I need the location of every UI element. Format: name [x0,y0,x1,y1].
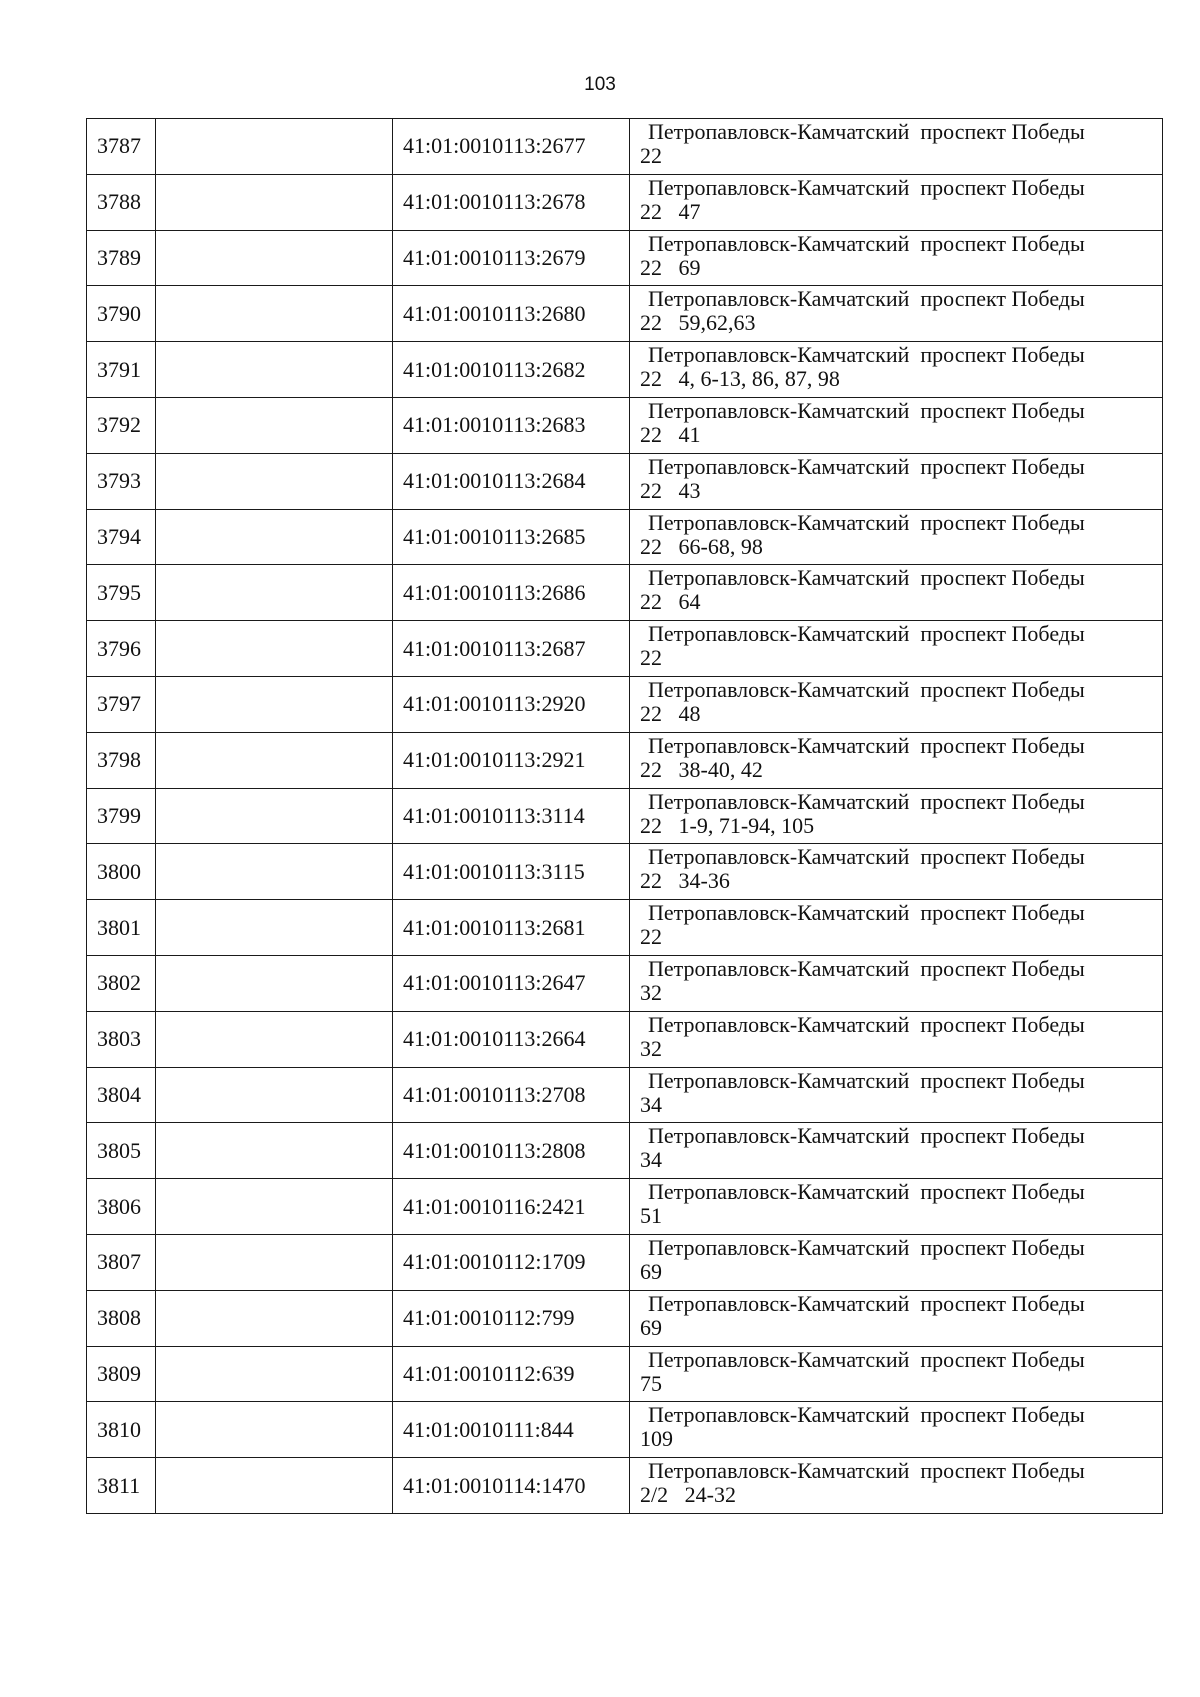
row-number: 3806 [87,1179,156,1235]
address-cell [630,1346,1163,1402]
table-row [87,453,1163,509]
address-line-2: 22 4, 6-13, 86, 87, 98 [640,366,840,392]
address-cell [630,621,1163,677]
address-line-1: Петропавловск-Камчатский проспект Победы [648,1290,1085,1316]
row-number: 3808 [87,1290,156,1346]
address-line-2: 22 64 [640,589,701,615]
address-line-1: Петропавловск-Камчатский проспект Победы [648,788,1085,814]
row-empty-cell [156,676,393,732]
cadastral-number: 41:01:0010113:2680 [393,286,630,342]
row-number: 3791 [87,342,156,398]
cadastral-number: 41:01:0010112:1709 [393,1234,630,1290]
address-cell [630,174,1163,230]
registry-table-body [87,119,1163,1514]
registry-table [86,118,1163,1514]
address-cell [630,1458,1163,1514]
address-line-1: Петропавловск-Камчатский проспект Победы [648,342,1085,368]
row-empty-cell [156,1123,393,1179]
cadastral-number: 41:01:0010113:2686 [393,565,630,621]
address-line-1: Петропавловск-Камчатский проспект Победы [648,119,1085,144]
row-number: 3800 [87,844,156,900]
address-cell [630,1234,1163,1290]
cadastral-number: 41:01:0010113:3114 [393,788,630,844]
table-row [87,732,1163,788]
row-empty-cell [156,1179,393,1235]
row-empty-cell [156,732,393,788]
address-cell [630,732,1163,788]
row-empty-cell [156,1067,393,1123]
table-row [87,509,1163,565]
address-line-1: Петропавловск-Камчатский проспект Победы [648,1346,1085,1372]
row-number: 3799 [87,788,156,844]
row-number: 3787 [87,119,156,175]
address-line-1: Петропавловск-Камчатский проспект Победы [648,509,1085,535]
row-number: 3804 [87,1067,156,1123]
table-row [87,1234,1163,1290]
address-line-2: 22 66-68, 98 [640,533,763,559]
row-empty-cell [156,844,393,900]
address-line-1: Петропавловск-Камчатский проспект Победы [648,1179,1085,1205]
cadastral-number: 41:01:0010112:639 [393,1346,630,1402]
address-line-1: Петропавловск-Камчатский проспект Победы [648,286,1085,312]
cadastral-number: 41:01:0010112:799 [393,1290,630,1346]
table-row [87,565,1163,621]
table-row [87,1346,1163,1402]
row-number: 3788 [87,174,156,230]
row-empty-cell [156,342,393,398]
address-line-2: 22 38-40, 42 [640,756,763,782]
cadastral-number: 41:01:0010113:2678 [393,174,630,230]
row-number: 3807 [87,1234,156,1290]
cadastral-number: 41:01:0010113:2681 [393,900,630,956]
address-cell [630,230,1163,286]
row-number: 3792 [87,397,156,453]
row-empty-cell [156,955,393,1011]
address-line-2: 109 [640,1426,673,1452]
address-cell [630,676,1163,732]
cadastral-number: 41:01:0010113:2687 [393,621,630,677]
row-number: 3811 [87,1458,156,1514]
address-cell [630,1179,1163,1235]
address-line-1: Петропавловск-Камчатский проспект Победы [648,1458,1085,1484]
cadastral-number: 41:01:0010113:2921 [393,732,630,788]
address-cell [630,844,1163,900]
cadastral-number: 41:01:0010113:2679 [393,230,630,286]
address-cell [630,1402,1163,1458]
table-row [87,844,1163,900]
cadastral-number: 41:01:0010113:2920 [393,676,630,732]
address-line-1: Петропавловск-Камчатский проспект Победы [648,955,1085,981]
row-number: 3798 [87,732,156,788]
table-row [87,621,1163,677]
row-number: 3802 [87,955,156,1011]
address-line-2: 2/2 24-32 [640,1482,736,1508]
address-cell [630,119,1163,175]
row-empty-cell [156,453,393,509]
cadastral-number: 41:01:0010113:2808 [393,1123,630,1179]
table-row [87,1179,1163,1235]
address-line-2: 75 [640,1370,662,1396]
address-line-2: 22 [640,645,662,671]
row-empty-cell [156,230,393,286]
cadastral-number: 41:01:0010113:2682 [393,342,630,398]
address-line-2: 22 [640,143,662,168]
table-row [87,676,1163,732]
address-line-1: Петропавловск-Камчатский проспект Победы [648,621,1085,647]
row-number: 3790 [87,286,156,342]
address-line-2: 22 48 [640,700,701,726]
address-cell [630,1011,1163,1067]
address-cell [630,565,1163,621]
row-number: 3809 [87,1346,156,1402]
row-empty-cell [156,1234,393,1290]
table-row [87,1458,1163,1514]
address-line-1: Петропавловск-Камчатский проспект Победы [648,1011,1085,1037]
address-cell [630,286,1163,342]
cadastral-number: 41:01:0010116:2421 [393,1179,630,1235]
address-line-1: Петропавловск-Камчатский проспект Победы [648,230,1085,256]
table-row [87,900,1163,956]
table-row [87,1402,1163,1458]
table-row [87,230,1163,286]
address-line-2: 22 41 [640,421,701,447]
row-empty-cell [156,119,393,175]
row-empty-cell [156,565,393,621]
address-line-2: 22 59,62,63 [640,310,756,336]
address-line-2: 22 34-36 [640,868,730,894]
address-line-1: Петропавловск-Камчатский проспект Победы [648,732,1085,758]
cadastral-number: 41:01:0010113:2684 [393,453,630,509]
cadastral-number: 41:01:0010111:844 [393,1402,630,1458]
table-row [87,955,1163,1011]
cadastral-number: 41:01:0010113:2664 [393,1011,630,1067]
table-row [87,1067,1163,1123]
cadastral-number: 41:01:0010113:2677 [393,119,630,175]
address-cell [630,453,1163,509]
row-empty-cell [156,1290,393,1346]
address-line-2: 32 [640,1035,662,1061]
address-line-1: Петропавловск-Камчатский проспект Победы [648,900,1085,926]
cadastral-number: 41:01:0010113:2647 [393,955,630,1011]
row-empty-cell [156,174,393,230]
row-number: 3805 [87,1123,156,1179]
address-line-2: 22 47 [640,198,701,224]
row-number: 3793 [87,453,156,509]
address-line-1: Петропавловск-Камчатский проспект Победы [648,453,1085,479]
address-line-1: Петропавловск-Камчатский проспект Победы [648,1402,1085,1428]
address-line-1: Петропавловск-Камчатский проспект Победы [648,1234,1085,1260]
table-row [87,1290,1163,1346]
address-line-2: 51 [640,1203,662,1229]
table-row [87,397,1163,453]
table-row [87,342,1163,398]
row-number: 3803 [87,1011,156,1067]
cadastral-number: 41:01:0010113:3115 [393,844,630,900]
address-line-1: Петропавловск-Камчатский проспект Победы [648,676,1085,702]
row-empty-cell [156,397,393,453]
row-empty-cell [156,509,393,565]
cadastral-number: 41:01:0010113:2685 [393,509,630,565]
row-empty-cell [156,900,393,956]
table-row [87,1011,1163,1067]
address-cell [630,1067,1163,1123]
address-line-2: 34 [640,1091,662,1117]
row-number: 3801 [87,900,156,956]
row-empty-cell [156,1346,393,1402]
row-number: 3796 [87,621,156,677]
row-empty-cell [156,1458,393,1514]
row-empty-cell [156,286,393,342]
address-cell [630,342,1163,398]
address-cell [630,900,1163,956]
table-row [87,286,1163,342]
address-line-2: 34 [640,1147,662,1173]
cadastral-number: 41:01:0010113:2708 [393,1067,630,1123]
address-line-1: Петропавловск-Камчатский проспект Победы [648,844,1085,870]
row-number: 3810 [87,1402,156,1458]
cadastral-number: 41:01:0010114:1470 [393,1458,630,1514]
address-cell [630,788,1163,844]
page-number: 103 [584,74,616,95]
address-line-1: Петропавловск-Камчатский проспект Победы [648,565,1085,591]
table-row [87,1123,1163,1179]
row-number: 3795 [87,565,156,621]
table-row [87,788,1163,844]
table-row [87,174,1163,230]
address-line-2: 22 69 [640,254,701,280]
row-number: 3794 [87,509,156,565]
row-empty-cell [156,1011,393,1067]
row-empty-cell [156,621,393,677]
row-empty-cell [156,1402,393,1458]
address-cell [630,1290,1163,1346]
table-row [87,119,1163,175]
address-line-2: 69 [640,1258,662,1284]
address-line-1: Петропавловск-Камчатский проспект Победы [648,1067,1085,1093]
address-cell [630,955,1163,1011]
cadastral-number: 41:01:0010113:2683 [393,397,630,453]
address-cell [630,509,1163,565]
row-number: 3797 [87,676,156,732]
row-number: 3789 [87,230,156,286]
address-line-2: 22 43 [640,477,701,503]
row-empty-cell [156,788,393,844]
address-line-2: 22 1-9, 71-94, 105 [640,812,815,838]
address-cell [630,397,1163,453]
address-line-2: 32 [640,979,662,1005]
address-cell [630,1123,1163,1179]
address-line-1: Петропавловск-Камчатский проспект Победы [648,174,1085,200]
address-line-2: 22 [640,924,662,950]
address-line-1: Петропавловск-Камчатский проспект Победы [648,397,1085,423]
address-line-2: 69 [640,1314,662,1340]
address-line-1: Петропавловск-Камчатский проспект Победы [648,1123,1085,1149]
